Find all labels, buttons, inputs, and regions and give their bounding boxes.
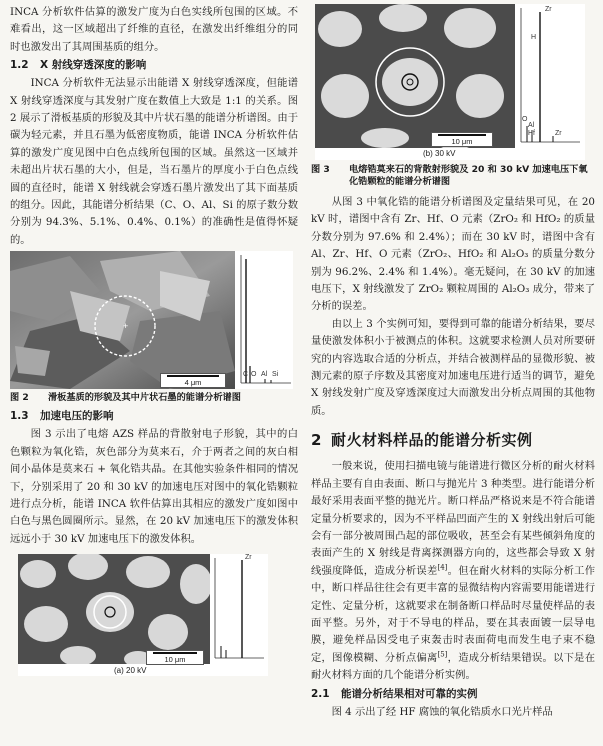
right-column <box>311 4 595 721</box>
peak-label-al: Al <box>261 371 268 379</box>
paragraph-fig3-results: 从图 3 中氧化锆的能谱分析谱图及定量结果可见，在 20 kV 时，谱图中含有 Zr、Hf、O 元素（ZrO₂ 和 HfO₂ 的质量分数分别为 97.6% 和 2.4%）；而在 30 kV 时，谱图中含有 Al、Zr、Hf、O 元素（ZrO₂、HfO₂ 和 Al₂O₃ 的质量分数分别为 96.2%、2.4% 和 1.4%）。毫无疑问，在 30 kV 的加速电压下，X 射线激发了 ZrO₂ 颗粒周围的 Al₂O₃ 成分，带来了分析的误差。 <box>311 196 595 313</box>
section-heading-1-3: 1.3 加速电压的影响 <box>10 410 114 423</box>
peak-label-hf: Hf <box>528 130 535 137</box>
figure-2-caption: 图 2 滑板基质的形貌及其中片状石墨的能谱分析谱图 <box>10 392 241 404</box>
section-heading-2: 2 耐火材料样品的能谱分析实例 <box>311 431 533 450</box>
figure-3b <box>315 4 585 160</box>
paragraph-fig4-intro: 图 4 示出了经 HF 腐蚀的氧化锆质水口光片样品 <box>331 705 553 718</box>
peak-label-si: Si <box>272 371 279 379</box>
eds-spectrum-fig2 <box>237 251 293 389</box>
citation-4[interactable]: [4] <box>437 563 448 572</box>
citation-5[interactable]: [5] <box>437 650 448 659</box>
sem-image-30kv <box>315 4 515 148</box>
paragraph-sample-types: 一般来说，使用扫描电镜与能谱进行微区分析的耐火材料样品主要有自由表面、断口与抛光片 3 种类型。进行能谱分析最好采用表面平整的抛光片。断口样品严格说来是不符合能谱定量分析要求的，因为不平样品凹面产生的 X 射线出射后可能会有一部分被周围凸起的部位吸收，甚至会有某些倾斜角度的表面产生的 X 射线是背离探测器方向的，这些都会导致 X 射线强度降低，造成分析误差[4]。但在耐火材料的实际分析工作中，断口样品往往会有更丰富的显微结构内容需要用能谱进行定性、定量分析，这就要求在制备断口样品时尽量使样品的表面平整。另外，对于不导电的样品，要在其表面镀一层导电膜，避免样品因受电子束轰击时表面荷电而发生电子束不稳定，图像模糊、分析点偏离[5]，造成分析结果错误。以下是在耐火材料方面的几个能谱分析实例。 <box>311 460 596 682</box>
paragraph-continued: INCA 分析软件估算的激发广度为白色实线所包围的区域。不难看出，这一区域超出了纤维的直径，在激发出纤维组分的同时也激发出了其周围基质的组分。 <box>10 6 298 53</box>
eds-spectrum-20kv <box>212 554 266 664</box>
left-column <box>10 4 298 676</box>
section-heading-1-2: 1.2 X 射线穿透深度的影响 <box>10 59 147 72</box>
peak-label-zr: Zr <box>545 6 552 13</box>
sem-image-graphite <box>10 251 235 389</box>
paragraph-summary: 由以上 3 个实例可知，要得到可靠的能谱分析结果，要尽量使激发体积小于被测点的体积。这就要求检测人员对所要研究的内容选取合适的分析点，并结合被测样品的显微形貌、被测元素的原子序数及其密度对加速电压进行适当的调节，避免 X 射线发射广度及穿透深度过大而激发出分析点周围的其他物质。 <box>311 317 595 417</box>
paragraph-penetration: INCA 分析软件无法显示出能谱 X 射线穿透深度，但能谱 X 射线穿透深度与其发射广度在数值上大致是 1:1 的关系。图 2 展示了滑板基质的形貌及其中片状石墨的能谱分析谱图。由于碳为轻元素，并且石墨为低密度物质，能谱 INCA 分析软件估算的激发广度见图中白色点线所包围的区域。虽然这一区域并未超出片状石墨的大小，但是，当石墨片的厚度小于白色点线圆的直径时，能谱 X 射线就会穿透石墨片激发出了其下面基质的组分。因此，其能谱分析结果（C、O、Al、Si 的原子数分数分别为 94.3%、5.1%、0.4%、0.1%）的准确性是值得怀疑的。 <box>10 77 298 246</box>
figure-3a <box>18 554 268 676</box>
figure-3-caption: 图 3 电熔锆莫来石的背散射形貌及 20 和 30 kV 加速电压下氧化锆颗粒的能谱分析谱图 <box>311 164 588 187</box>
scale-bar: 10 μm <box>146 650 204 665</box>
section-heading-2-1: 2.1 能谱分析结果相对可靠的实例 <box>311 687 478 700</box>
subfigure-caption-b: (b) 30 kV <box>423 149 456 158</box>
paragraph-voltage: 图 3 示出了电熔 AZS 样品的背散射电子形貌，其中的白色颗粒为氧化锆，灰色部分为莫来石，介于两者之间的灰白相间小晶体是莫来石 + 氧化锆共晶。在其他实验条件相同的情况下，分别采用了 20 和 30 kV 的加速电压对图中的氧化锆颗粒进行点分析，能谱 INCA 软件估算出其相应的激发广度如图中白色与黑色圆圈所示。显然，在 20 kV 加速电压下的激发体积远远小于 30 kV 加速电压下的激发体积。 <box>10 428 298 545</box>
scale-bar: 10 μm <box>431 132 493 147</box>
figure-2 <box>10 251 293 389</box>
peak-label-al: Al <box>528 122 535 129</box>
scale-bar: 4 μm <box>160 373 226 388</box>
peak-label-zr-2: Zr <box>555 130 562 137</box>
peak-label-c: C <box>243 371 249 379</box>
peak-label-o: O <box>251 371 257 379</box>
sem-image-20kv <box>18 554 210 664</box>
subfigure-caption-a: (a) 20 kV <box>114 666 147 676</box>
peak-label-h: H <box>531 34 537 41</box>
svg-text:+: + <box>123 321 129 332</box>
peak-label-zr: Zr <box>245 554 252 562</box>
peak-label-o: O <box>522 116 528 123</box>
